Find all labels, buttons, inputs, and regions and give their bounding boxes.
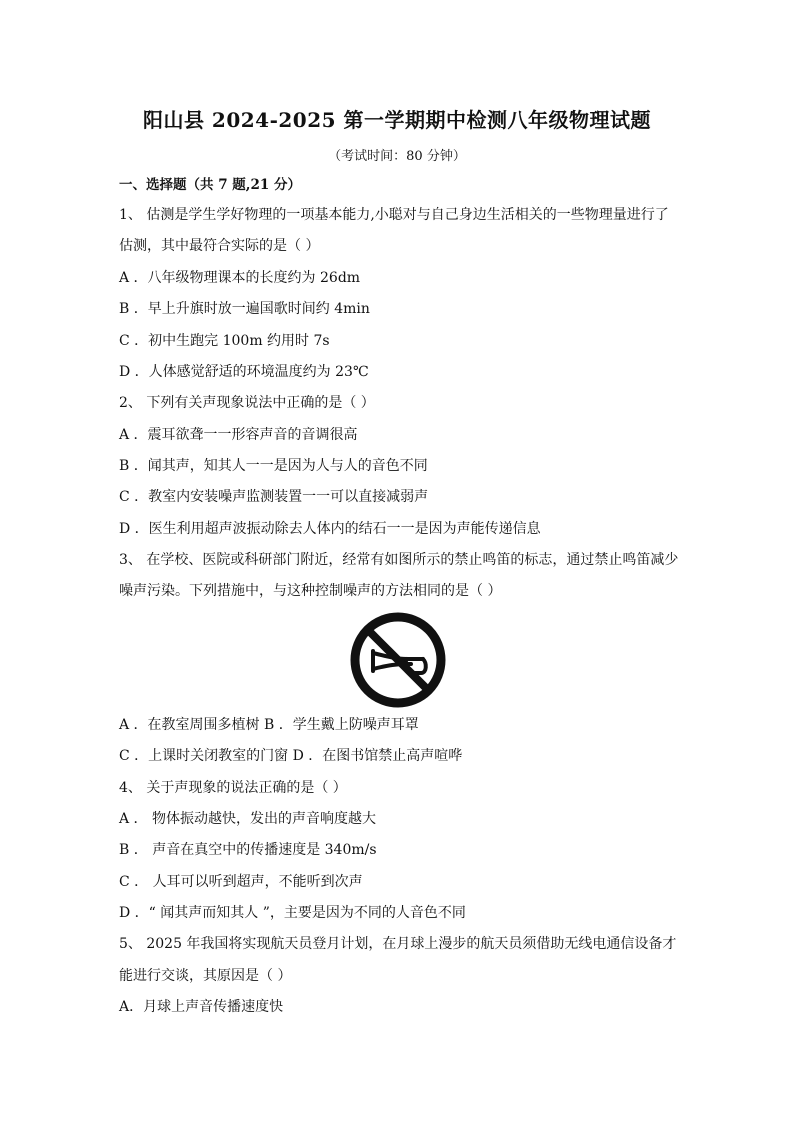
question-1-option-d: D ．人体感觉舒适的环境温度约为 23℃ [119, 364, 369, 380]
question-5-option-a: A．月球上声音传播速度快 [119, 999, 284, 1015]
question-1-option-b: B ．早上升旗时放一遍国歌时间约 4min [119, 301, 370, 317]
question-2-option-b: B ．闻其声，知其人一一是因为人与人的音色不同 [119, 458, 428, 474]
question-1-stem-line-1: 1、 估测是学生学好物理的一项基本能力,小聪对与自己身边生活相关的一些物理量进行了 [119, 207, 669, 223]
question-4-stem: 4、 关于声现象的说法正确的是（ ） [119, 780, 347, 796]
question-4-option-b: B ． 声音在真空中的传播速度是 340m/s [119, 842, 377, 858]
question-3-stem-line-1: 3、 在学校、医院或科研部门附近，经常有如图所示的禁止鸣笛的标志，通过禁止鸣笛减少 [119, 552, 679, 568]
question-2-stem: 2、 下列有关声现象说法中正确的是（ ） [119, 395, 375, 411]
question-1-option-c: C ．初中生跑完 100m 约用时 7s [119, 333, 330, 349]
question-4-option-c: C ． 人耳可以听到超声，不能听到次声 [119, 874, 363, 890]
question-5-stem-line-1: 5、 2025 年我国将实现航天员登月计划，在月球上漫步的航天员须借助无线电通信设备才 [119, 936, 677, 952]
question-2-option-c: C ．教室内安装噪声监测装置一一可以直接减弱声 [119, 489, 429, 505]
no-honking-sign-icon [349, 611, 447, 709]
question-1-option-a: A ．八年级物理课本的长度约为 26dm [119, 270, 361, 286]
page-title: 阳山县 2024-2025 第一学期期中检测八年级物理试题 [142, 108, 652, 132]
question-4-option-d: D ．“ 闻其声而知其人 ”，主要是因为不同的人音色不同 [119, 905, 466, 921]
question-3-options-c-d: C ．上课时关闭教室的门窗 D ．在图书馆禁止高声喧哗 [119, 748, 463, 764]
question-5-stem-line-2: 能进行交谈，其原因是（ ） [119, 968, 292, 984]
question-2-option-d: D ．医生利用超声波振动除去人体内的结石一一是因为声能传递信息 [119, 521, 541, 537]
question-3-stem-line-2: 噪声污染。下列措施中，与这种控制噪声的方法相同的是（ ） [119, 583, 502, 599]
section-heading: 一、选择题（共 7 题,21 分） [119, 177, 301, 193]
question-1-stem-line-2: 估测，其中最符合实际的是（ ） [119, 238, 320, 254]
question-2-option-a: A ．震耳欲聋一一形容声音的音调很高 [119, 427, 358, 443]
question-3-options-a-b: A ．在教室周围多植树 B ．学生戴上防噪声耳罩 [119, 717, 419, 733]
exam-duration: （考试时间：80 分钟） [328, 149, 466, 164]
question-4-option-a: A ． 物体振动越快，发出的声音响度越大 [119, 811, 377, 827]
